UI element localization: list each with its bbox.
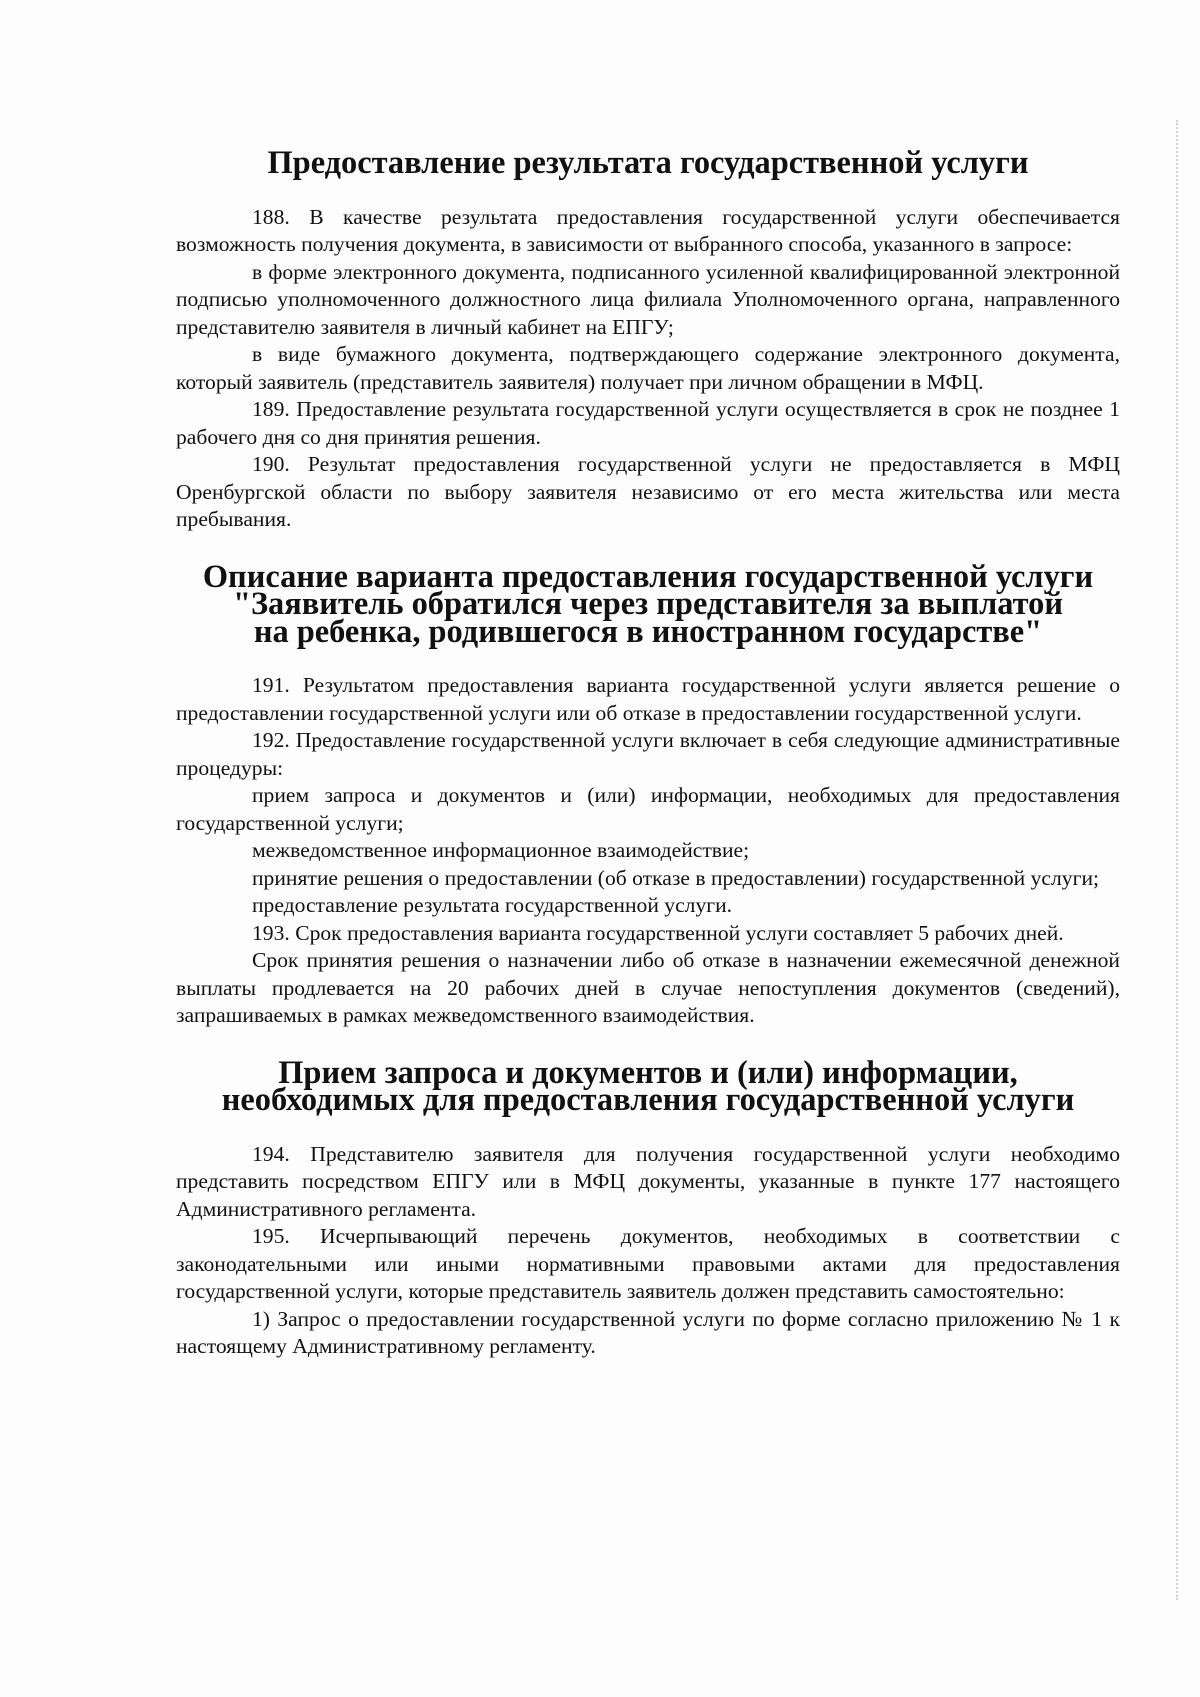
section-heading-request-intake	[176, 1054, 1120, 1118]
paragraph-191: 191. Результатом предоставления варианта государственной услуги является решение о предоставлении государственной услуги или об отказе в предоставлении государственной услуги.	[176, 673, 1120, 725]
paragraph-procedure-interagency: межведомственное информационное взаимодействие;	[252, 838, 750, 862]
heading-line: Прием запроса и документов и (или) информации,	[278, 1054, 1018, 1091]
document-body	[176, 145, 1120, 1361]
heading-line: Предоставление результата государственной услуги	[267, 145, 1029, 181]
heading-line: необходимых для предоставления государственной услуги	[221, 1082, 1075, 1118]
paragraph-195: 195. Исчерпывающий перечень документов, необходимых в соответствии с законодательными или иными нормативными правовыми актами для предоставления государственной услуги, которые представитель заявитель должен представить самостоятельно:	[176, 1224, 1120, 1303]
section-heading-variant-description	[176, 558, 1120, 650]
paragraph-194: 194. Представителю заявителя для получения государственной услуги необходимо представить посредством ЕПГУ или в МФЦ документы, указанные в пункте 177 настоящего Административного регламента.	[176, 1141, 1120, 1221]
heading-line: "Заявитель обратился через представителя за выплатой	[232, 586, 1064, 622]
paragraph-188: 188. В качестве результата предоставления государственной услуги обеспечивается возможность получения документа, в зависимости от выбранного способа, указанного в запросе:	[176, 204, 1120, 256]
paragraph-procedure-request-intake: прием запроса и документов и (или) информации, необходимых для предоставления государственной услуги;	[176, 783, 1120, 835]
paragraph-electronic-document: в форме электронного документа, подписанного усиленной квалифицированной электронной подписью уполномоченного должностного лица филиала Уполномоченного органа, направленного представителю заявителя в личный кабинет на ЕПГУ;	[176, 259, 1120, 339]
paragraph-list-item-1: 1) Запрос о предоставлении государственной услуги по форме согласно приложению № 1 к настоящему Административному регламенту.	[176, 1306, 1120, 1358]
heading-line: на ребенка, родившегося в иностранном государстве"	[253, 613, 1043, 650]
paragraph-paper-document: в виде бумажного документа, подтверждающего содержание электронного документа, который заявитель (представитель заявителя) получает при личном обращении в МФЦ.	[176, 342, 1120, 394]
heading-line: Описание варианта предоставления государственной услуги	[202, 558, 1094, 595]
paragraph-192: 192. Предоставление государственной услуги включает в себя следующие административные процедуры:	[176, 728, 1120, 780]
paragraph-189: 189. Предоставление результата государственной услуги осуществляется в срок не позднее 1 рабочего дня со дня принятия решения.	[176, 397, 1120, 449]
paragraph-procedure-decision: принятие решения о предоставлении (об отказе в предоставлении) государственной услуги;	[252, 865, 1099, 890]
paragraph-190: 190. Результат предоставления государственной услуги не предоставляется в МФЦ Оренбургской области по выбору заявителя независимо от его места жительства или места пребывания.	[176, 452, 1120, 531]
scan-edge-marks	[1176, 120, 1178, 1600]
paragraph-decision-extension: Срок принятия решения о назначении либо об отказе в назначении ежемесячной денежной выплаты продлевается на 20 рабочих дней в случае непоступления документов (сведений), запрашиваемых в рамках межведомственного взаимодействия.	[176, 948, 1120, 1027]
section-heading-result-delivery	[176, 145, 1120, 181]
paragraph-193: 193. Срок предоставления варианта государственной услуги составляет 5 рабочих дней.	[252, 920, 1064, 945]
paragraph-procedure-result: предоставление результата государственной услуги.	[252, 893, 733, 917]
